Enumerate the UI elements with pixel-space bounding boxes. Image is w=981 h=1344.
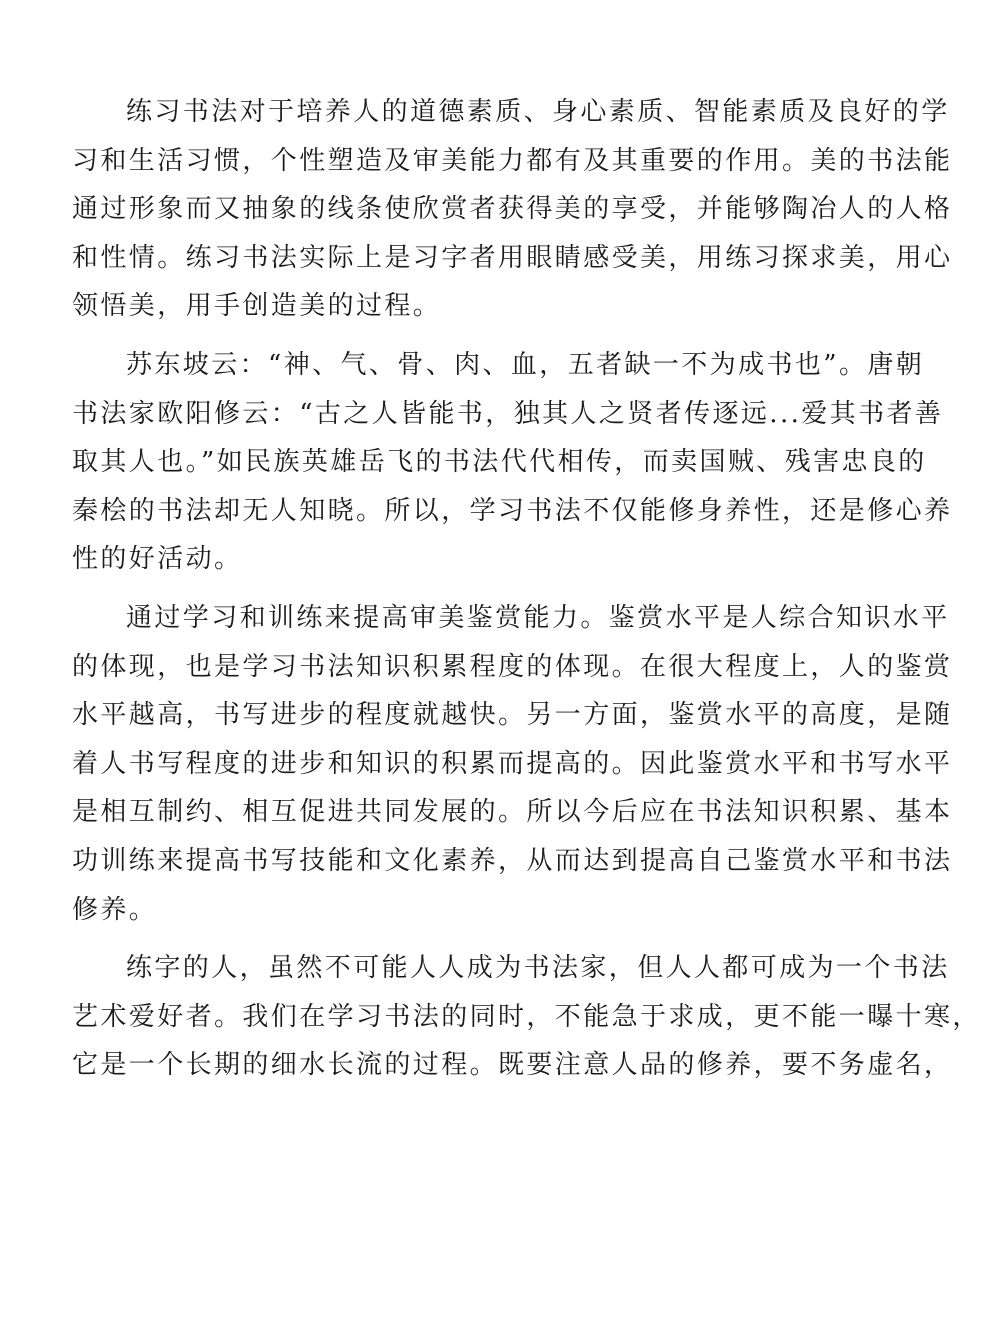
paragraph-spacer [72,584,882,594]
paragraph-1 [72,88,953,331]
paragraph-line: 艺术爱好者。我们在学习书法的同时，不能急于求成，更不能一曝十寒， [72,1001,981,1032]
document-body [72,88,981,1090]
paragraph-line: 苏东坡云：“神、气、骨、肉、血，五者缺一不为成书也”。唐朝 [126,349,925,380]
paragraph-line: 它是一个长期的细水长流的过程。既要注意人品的修养，要不务虚名， [72,1050,953,1081]
paragraph-spacer [72,331,882,341]
paragraph-line: 练习书法对于培养人的道德素质、身心素质、智能素质及良好的学 [126,97,950,127]
paragraph-line: 性的好活动。 [72,544,243,575]
paragraph-line: 领悟美，用手创造美的过程。 [72,291,442,322]
paragraph-line: 练字的人，虽然不可能人人成为书法家，但人人都可成为一个书法 [126,953,950,984]
paragraph-line: 取其人也。”如民族英雄岳飞的书法代代相传，而卖国贼、残害忠良的 [72,447,927,478]
paragraph-line: 书法家欧阳修云：“古之人皆能书，独其人之贤者传逐远...爱其书者善 [72,398,944,429]
paragraph-line: 通过学习和训练来提高审美鉴赏能力。鉴赏水平是人综合知识水平 [126,602,950,633]
paragraph-3 [72,594,953,934]
paragraph-2 [72,341,953,584]
paragraph-line: 是相互制约、相互促进共同发展的。所以今后应在书法知识积累、基本 [72,797,953,828]
paragraph-4 [72,944,981,1090]
paragraph-spacer [72,934,882,944]
paragraph-line: 习和生活习惯，个性塑造及审美能力都有及其重要的作用。美的书法能 [72,145,953,176]
paragraph-line: 和性情。练习书法实际上是习字者用眼睛感受美，用练习探求美，用心 [72,242,953,273]
paragraph-line: 的体现，也是学习书法知识积累程度的体现。在很大程度上，人的鉴赏 [72,651,953,682]
paragraph-line: 秦桧的书法却无人知晓。所以，学习书法不仅能修身养性，还是修心养 [72,495,953,526]
paragraph-line: 通过形象而又抽象的线条使欣赏者获得美的享受，并能够陶冶人的人格 [72,194,953,225]
paragraph-line: 修养。 [72,894,158,925]
paragraph-line: 功训练来提高书写技能和文化素养，从而达到提高自己鉴赏水平和书法 [72,845,953,876]
paragraph-line: 水平越高，书写进步的程度就越快。另一方面，鉴赏水平的高度，是随 [72,700,953,731]
paragraph-line: 着人书写程度的进步和知识的积累而提高的。因此鉴赏水平和书写水平 [72,748,953,779]
